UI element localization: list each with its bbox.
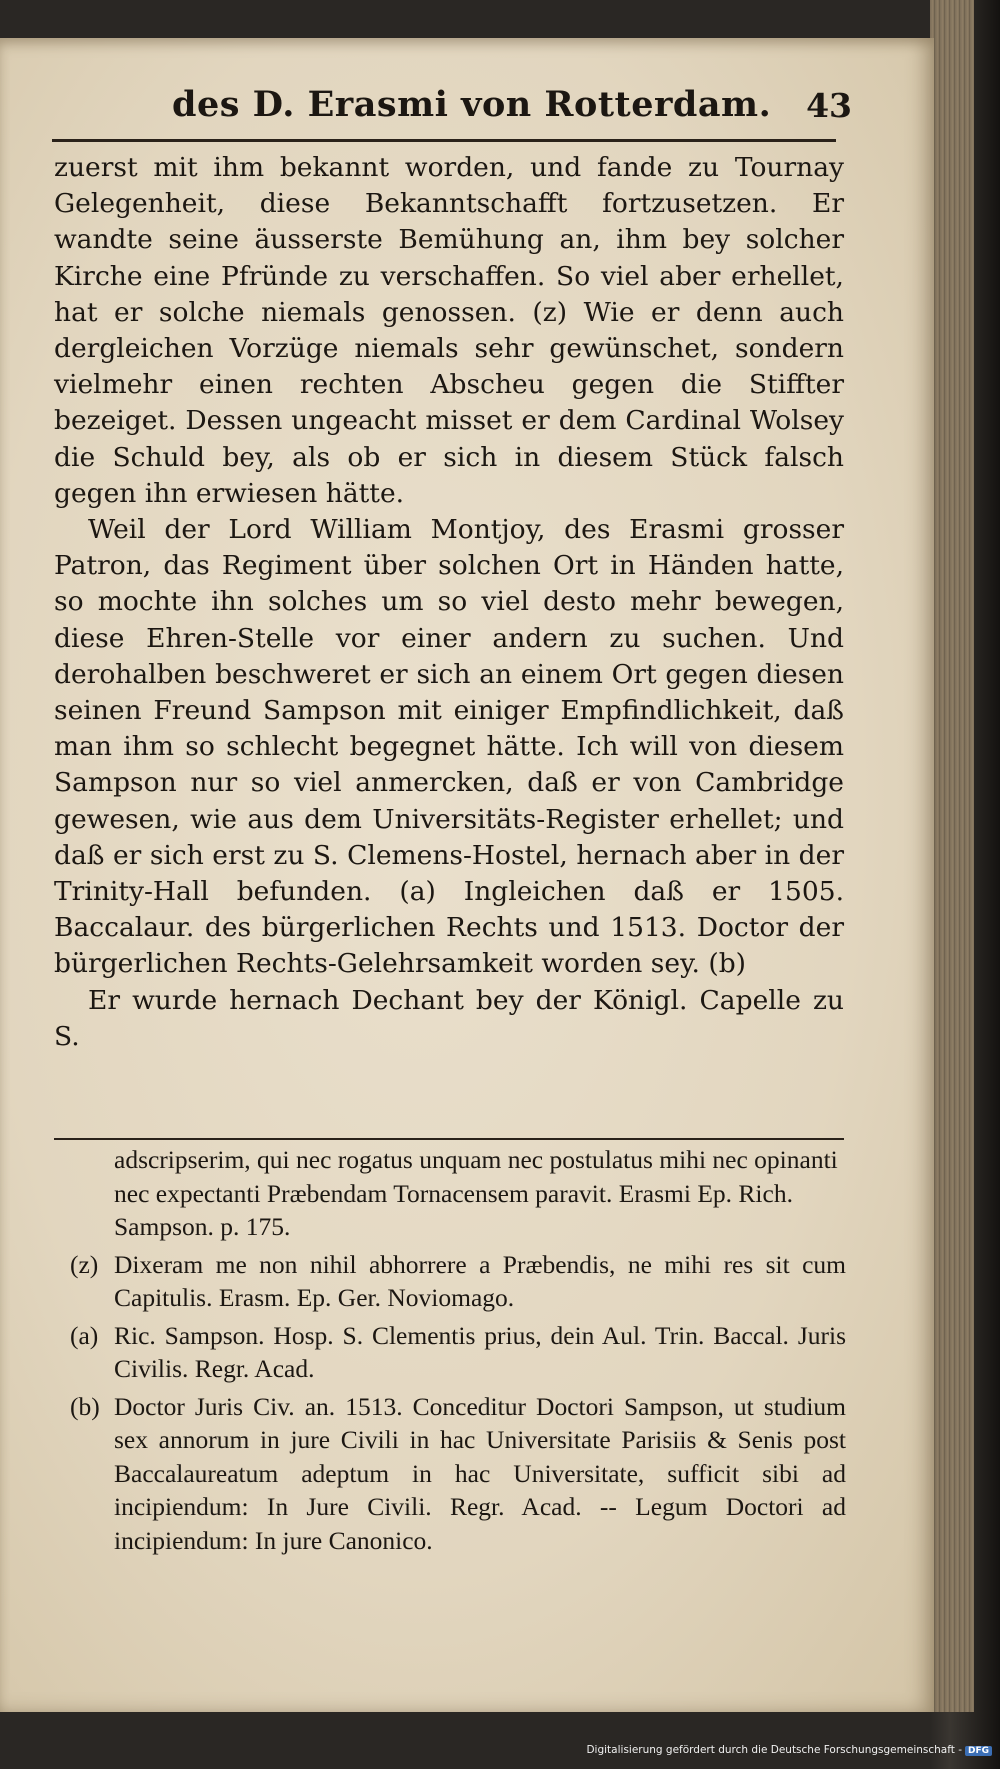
footnote-mark: (z) (70, 1249, 99, 1279)
book-page-edges (930, 0, 974, 1712)
footnote-mark: (a) (70, 1320, 99, 1350)
footnote-text: Doctor Juris Civ. an. 1513. Conceditur Doctori Sampson, ut studium sex annorum in jure Civili in hac Universitate Parisiis & Senis post Baccalaureatum adeptum in hac Universitate, sufficit sibi ad incipiendum: In Jure Civili. Regr. Acad. -- Legum Doctori ad incipiendum: In jure Canonico. (114, 1391, 846, 1555)
footnote-a (70, 1319, 846, 1386)
credit-text: Digitalisierung gefördert durch die Deutsche Forschungsgemeinschaft - (586, 1744, 962, 1756)
footnote-continuation: adscripserim, qui nec rogatus unquam nec postulatus mihi nec opinanti nec expectanti Præbendam Tornacensem paravit. Erasmi Ep. Rich. Sampson. p. 175. (114, 1145, 838, 1241)
running-title: des D. Erasmi von Rotterdam. (172, 84, 772, 125)
footnote-mark: (b) (70, 1391, 100, 1421)
page-number: 43 (806, 86, 852, 125)
paragraph-1: zuerst mit ihm bekannt worden, und fande zu Tournay Gelegenheit, diese Bekanntschafft fortzusetzen. Er wandte seine äusserste Bemühung an, ihm bey solcher Kirche eine Pfründe zu verschaffen. So viel aber erhellet, hat er solche niemals genossen. (z) Wie er denn auch dergleichen Vorzüge niemals sehr gewünschet, sondern vielmehr einen rechten Abscheu gegen die Stiffter bezeiget. Dessen ungeacht misset er dem Cardinal Wolsey die Schuld bey, als ob er sich in diesem Stück falsch gegen ihn erwiesen hätte. (54, 152, 844, 509)
book-page (0, 38, 934, 1712)
header-rule (52, 139, 836, 142)
digitization-credit (586, 1744, 992, 1756)
paragraph-3: Er wurde hernach Dechant bey der Königl. Capelle zu S. (54, 984, 844, 1052)
paragraph-2: Weil der Lord William Montjoy, des Erasmi grosser Patron, das Regiment über solchen Ort in Händen hatte, so mochte ihn solches um so viel desto mehr bewegen, diese Ehren-Stelle vor einer andern zu suchen. Und derohalben beschweret er sich an einem Ort gegen diesen seinen Freund Sampson mit einiger Empfindlichkeit, daß man ihm so schlecht begegnet hätte. Ich will von diesem Sampson nur so viel anmercken, daß er von Cambridge gewesen, wie aus dem Universitäts-Register erhellet; und daß er sich erst zu S. Clemens-Hostel, hernach aber in der Trinity-Hall befunden. (a) Ingleichen daß er 1505. Baccalaur. des bürgerlichen Rechts und 1513. Doctor der bürgerlichen Rechts-Gelehrsamkeit worden sey. (b) (54, 514, 844, 980)
footnote-text: Dixeram me non nihil abhorrere a Præbendis, ne mihi res sit cum Capitulis. Erasm. Ep. Ger. Noviomago. (114, 1249, 846, 1312)
footnote-rule (54, 1138, 844, 1140)
footnote-z (70, 1248, 846, 1315)
footnote-text: Ric. Sampson. Hosp. S. Clementis prius, dein Aul. Trin. Baccal. Juris Civilis. Regr. Acad. (114, 1320, 846, 1383)
dfg-logo: DFG (965, 1746, 992, 1756)
footnote-b (70, 1390, 846, 1558)
footnotes (70, 1143, 846, 1561)
main-text (54, 150, 844, 1055)
running-header (172, 84, 852, 134)
